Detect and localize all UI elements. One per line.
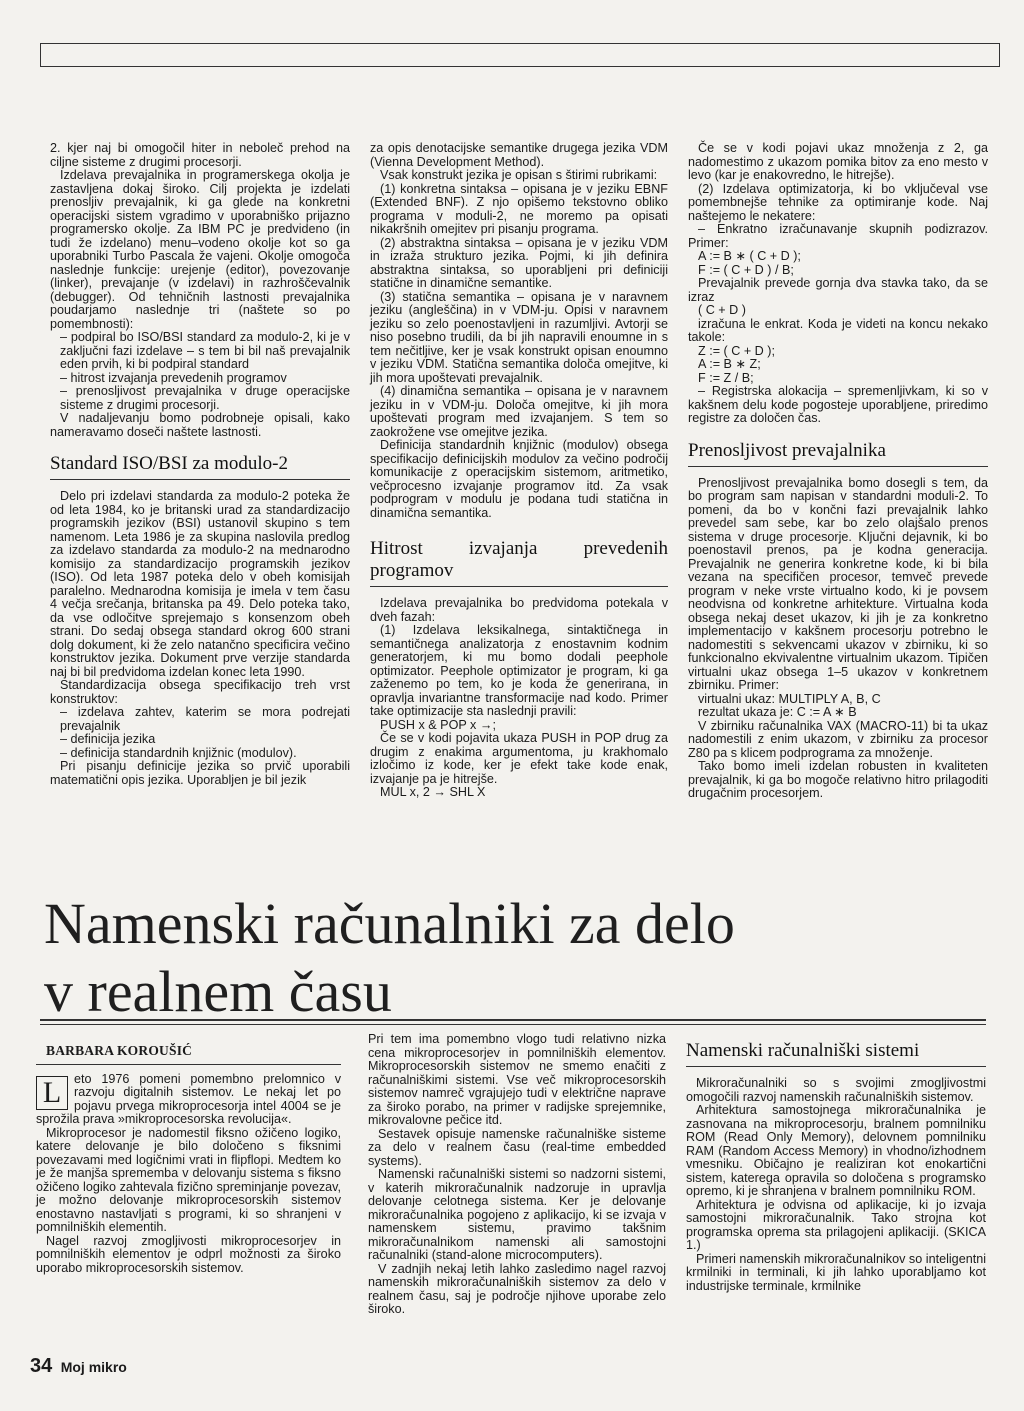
code-line: F := ( C + D ) / B; [698,262,794,277]
divider [36,1064,341,1065]
list-item: – prenosljivost prevajalnika v druge operacijske sisteme z drugimi procesorji. [60,384,350,412]
code-line: Z := ( C + D ); [698,343,775,358]
header-frame [40,43,1000,67]
paragraph: Arhitektura samostojnega mikroračunalnika je zasnovana na mikroprocesorju, bralnem pomnilniku ROM (Read Only Memory), delovnem pomnilniku RAM (Random Access Memory) in vhodno/izhodnem vmesniku. Običajno je realiziran kot enokartični sistem, katerega opravila so določena s programsko opremo, ki je shranjena v bralnem pomnilniku ROM. [686,1103,986,1198]
paragraph: V zbirniku računalnika VAX (MACRO-11) bi ta ukaz nadomestili z enim ukazom, v zbirniku za procesor Z80 pa s klicem podprograma za množenje. [688,718,988,760]
paragraph: Definicija standardnih knjižnic (modulov) obsega specifikacijo definicijskih modulov za večino področij komunikacije z operacijskim sistemom, aritmetiko, večprocesno izvajanje programov itd. Za vsak podprogram v modulu je podana tudi statična in dinamična semantika. [370,438,668,520]
paragraph: za opis denotacijske semantike drugega jezika VDM (Vienna Development Method). [370,141,668,169]
paragraph: Tako bomo imeli izdelan robusten in kvaliteten prevajalnik, ki ga bo mogoče relativno hitro prilagoditi drugačnim procesorjem. [688,759,988,800]
article-title-line-1: Namenski računalniki za delo [44,891,735,956]
paragraph: Vsak konstrukt jezika je opisan s štirimi rubrikami: [380,168,658,182]
list-item: – podpiral bo ISO/BSI standard za modulo-2, ki je v zaključni fazi izdelave – s tem bi bil naš prevajalnik eden prvih, ki bi podpiral standard [60,330,350,371]
paragraph: (2) Izdelava optimizatorja, ki bo vključeval vse pomembnejše tehnike za optimiranje kode. Naj naštejemo le nekatere: [688,181,988,223]
paragraph: Če se v kodi pojavi ukaz množenja z 2, ga nadomestimo z ukazom pomika bitov za eno mesto v levo (kar je enakovredno, le hitrejše). [688,141,988,182]
code-line: PUSH x & POP x →; [380,717,496,732]
page-number: 34 [30,1355,53,1377]
dropcap: L [36,1076,68,1110]
paragraph: Izdelava prevajalnika in programerskega okolja je zastavljena dokaj široko. Cilj projekta je izdelati prenosljiv prevajalnik, ki ga glede na konkretni operacijski sistem vgradimo v uporabniško prijazno programersko okolje. Za IBM PC je predvideno (in tudi že izdelano) menu–vodeno okolje kot so ga uporabniki Turbo Pascala že vajeni. Okolje omogoča naslednje funkcije: urejenje (editor), povezovanje (linker), prevajanje (v izdelavi) in razhroščevalnik (debugger). Od tehničnih lastnosti prevajalnika poudarjamo naslednje tri (naštete so po pomembnosti): [50,168,350,331]
paragraph: V nadaljevanju bomo podrobneje opisali, kako nameravamo doseči naštete lastnosti. [50,411,350,439]
column-1 [50,142,350,787]
column-2 [370,142,668,800]
section-heading: Standard ISO/BSI za modulo-2 [50,453,289,474]
section-heading: Prenosljivost prevajalnika [688,439,886,461]
divider [50,479,350,480]
article-column-2 [368,1033,666,1317]
paragraph: Namenski računalniški sistemi so nadzorni sistemi, v katerih mikroračunalnik nadzoruje in upravlja delovanje celotnega sistema. Ker je delovanje mikroračunalnika pogojeno z aplikacijo, ki se izvaja v namenskem sistemu, pravimo takšnim mikroračunalnikom namenski ali samostojni računalniki (stand-alone microcomputers). [368,1167,666,1262]
article-title-line-2: v realnem času [44,959,392,1024]
paragraph: (4) dinamična semantika – opisana je v naravnem jeziku in v VDM-ju. Določa omejitve, ki jih mora upoštevati program med izvajanjem. S tem so zaokrožene vse omejitve jezika. [370,384,668,439]
list-item: – definicija standardnih knjižnic (modulov). [60,745,297,760]
paragraph: Pri tem ima pomembno vlogo tudi relativno nizka cena mikroprocesorjev in pomnilniških elementov. Mikroprocesorskih sistemov ne smemo enačiti z računalniškimi sistemi. Vse več mikroprocesorskih sistemov namreč vgrajujejo tudi v električne naprave za široko porabo, na primer v radijske sprejemnike, mikrovalovne pečice itd. [368,1032,666,1127]
paragraph: Sestavek opisuje namenske računalniške sisteme za delo v realnem času (real-time embedded systems). [368,1126,666,1168]
list-item: – Enkratno izračunavanje skupnih podizrazov. Primer: [688,222,988,250]
divider [370,586,668,587]
paragraph: izračuna le enkrat. Koda je videti na koncu nekako takole: [688,316,988,344]
paragraph: Arhitektura je odvisna od aplikacije, ki jo izvaja samostojni mikroračunalnik. Tako strojna kot programska oprema sta prilagojeni aplikaciji. (SKICA 1.) [686,1197,986,1252]
title-rule [40,1019,986,1021]
code-line: MUL x, 2 → SHL X [380,785,486,799]
author-byline: BARBARA KOROUŠIĆ [46,1043,193,1058]
paragraph: (1) konkretna sintaksa – opisana je v jeziku EBNF (Extended BNF). Z njo opišemo tekstovno obliko programa v moduli-2, ne moremo pa opisati nikakršnih omejitev pri pisanju programa. [370,181,668,236]
article-title [44,890,1004,1026]
section-heading: Namenski računalniški sistemi [686,1040,920,1061]
paragraph: Prenosljivost prevajalnika bomo dosegli s tem, da bo program sam napisan v standardni moduli-2. To pomeni, da bo v končni fazi prevajalnik lahko prevedel sam sebe, kar bo zelo olajšalo prenos sistema v druge procesorje. Ključni dejavnik, ki bo poenostavil prenos, pa je kodna generacija. Prevajalnik ne generira konkretne kode, ki bi bila vezana na specifičen procesor, temveč prevede program v neke vrste virtualno kodo, ki je povsem neodvisna od konkretne arhitekture. Virtualna koda obsega nekaj deset ukazov, ki jih je za konkretno implementacijo v kakšnem procesorju potrebno le nadomestiti s sekvencami ukazov v zbirniku, ki so funkcionalno ekvivalentne virtualnim ukazom. Tipičen virtualni ukaz obsega 1–5 ukazov v konkretnem zbirniku. Primer: [688,475,988,692]
paragraph: Primeri namenskih mikroračunalnikov so inteligentni krmilniki in terminali, ki jih lahko uporabljamo kot industrijske terminale, krmilnike [686,1251,986,1293]
list-item: – hitrost izvajanja prevedenih programov [60,370,287,385]
code-line: virtualni ukaz: MULTIPLY A, B, C [698,691,881,706]
lead-paragraph: L eto 1976 pomeni pomembno prelomnico v razvoju digitalnih sistemov. Le nekaj let po pojavu prvega mikroprocesorja intel 4004 se je sprožila prava »mikroprocesorska revolucija«. [36,1071,341,1126]
paragraph: V zadnjih nekaj letih lahko zasledimo nagel razvoj namenskih mikroračunalniških sistemov za delo v realnem času, saj je področje njihove uporabe zelo široko. [368,1261,666,1316]
code-line: F := Z / B; [698,370,754,385]
list-item: – Registrska alokacija – spremenljivkam, ki so v kakšnem delu kode pogosteje uporabljene, priredimo registre za določen čas. [688,384,988,425]
paragraph: (2) abstraktna sintaksa – opisana je v jeziku VDM in izraža strukturo jezika. Pojmi, ki jih definira abstraktna sintaksa, so uporabljeni pri definiciji statične in dinamične semantike. [370,235,668,290]
title-rule [40,1024,986,1025]
paragraph: (3) statična semantika – opisana je v naravnem jeziku (angleščina) in v VDM-ju. Opisi v naravnem jeziku so zelo poenostavljeni in razumljivi. Avtorji se niso posebno trudili, da bi jih napravili enoumne in s tem nečitljive, ker je vsak konstrukt opisan enoumno v jeziku VDM. Statična semantika določa omejitve, ki jih mora upoštevati prevajalnik. [370,289,668,385]
paragraph: 2. kjer naj bi omogočil hiter in neboleč prehod na ciljne sisteme z drugimi procesorji. [50,141,350,169]
list-item: – izdelava zahtev, katerim se mora podrejati prevajalnik [60,705,350,733]
page-footer [30,1355,127,1378]
paragraph: Mikroprocesor je nadomestil fiksno ožičeno logiko, katere delovanje je bilo določeno s fiksnimi povezavami med logičnimi vrati in flipflopi. Medtem ko je že manjša sprememba v delovanju sistema s fiksno ožičeno logiko zahtevala fizično spreminjanje povezav, je možno delovanje mikroprocesorskih sistemov enostavno nastavljati s programi, ki so shranjeni v pomnilniških elementih. [36,1125,341,1234]
code-line: rezultat ukaza je: C := A ∗ B [698,705,857,719]
divider [686,1066,986,1067]
paragraph: Če se v kodi pojavita ukaza PUSH in POP drug za drugim z enakima argumentoma, ju krakhomalo izločimo iz kode, ker je efekt take kode enak, izvajanje pa je hitrejše. [370,731,668,786]
section-heading: Hitrost izvajanja prevedenih programov [370,538,668,581]
list-item: – definicija jezika [60,732,156,746]
paragraph: (1) Izdelava leksikalnega, sintaktičnega in semantičnega analizatorja z enostavnim kodnim generatorjem, ki mu bomo dodali peephole optimizator. Peephole optimizator je program, ki ga zaženemo po tem, ko je koda že generirana, in opravlja invariantne transformacije nad kodo. Primer take optimizacije sta naslednji pravili: [370,623,668,718]
divider [688,466,988,467]
code-line: A := B ∗ Z; [698,357,761,371]
magazine-name: Moj mikro [60,1359,127,1375]
paragraph: Prevajalnik prevede gornja dva stavka tako, da se izraz [688,276,988,304]
paragraph: Izdelava prevajalnika bo predvidoma potekala v dveh fazah: [370,596,668,624]
paragraph: Standardizacija obsega specifikacijo treh vrst konstruktov: [50,678,350,706]
paragraph: Delo pri izdelavi standarda za modulo-2 poteka že od leta 1984, ko je britanski urad za standardizacijo programskih jezikov (BSI) ustanovil skupino s tem namenom. Leta 1986 je za skupina naslovila predlog za izdelavo standarda za modulo-2 na mednarodno komisijo za standardizacijo programskih jezikov (ISO). Od leta 1987 poteka delo v obeh komisijah paralelno. Mednarodna komisija je imela v tem času 4 večja srečanja, britanska pa 49. Delo poteka tako, da vse odločitve sprejemajo s konsenzom obeh strani. Do sedaj obsega standard okrog 600 strani dolg dokument, ki že zelo natančno specificira večino konstruktov jezika. Dokument prve verzije standarda naj bi bil predvidoma izdelan konec leta 1990. [50,489,350,679]
article-column-1 [36,1044,341,1275]
paragraph: Nagel razvoj zmogljivosti mikroprocesorjev in pomnilniških elementov je odprl možnosti za široko uporabo mikroprocesorskih sistemov. [36,1233,341,1275]
code-line: A := B ∗ ( C + D ); [698,249,801,263]
column-3 [688,142,988,801]
code-line: ( C + D ) [698,303,746,317]
article-column-3 [686,1040,986,1293]
paragraph: Mikroračunalniki so s svojimi zmogljivostmi omogočili razvoj namenskih računalniških sistemov. [686,1076,986,1104]
paragraph: Pri pisanju definicije jezika so prvič uporabili matematični opis jezika. Uporabljen je bil jezik [50,759,350,787]
